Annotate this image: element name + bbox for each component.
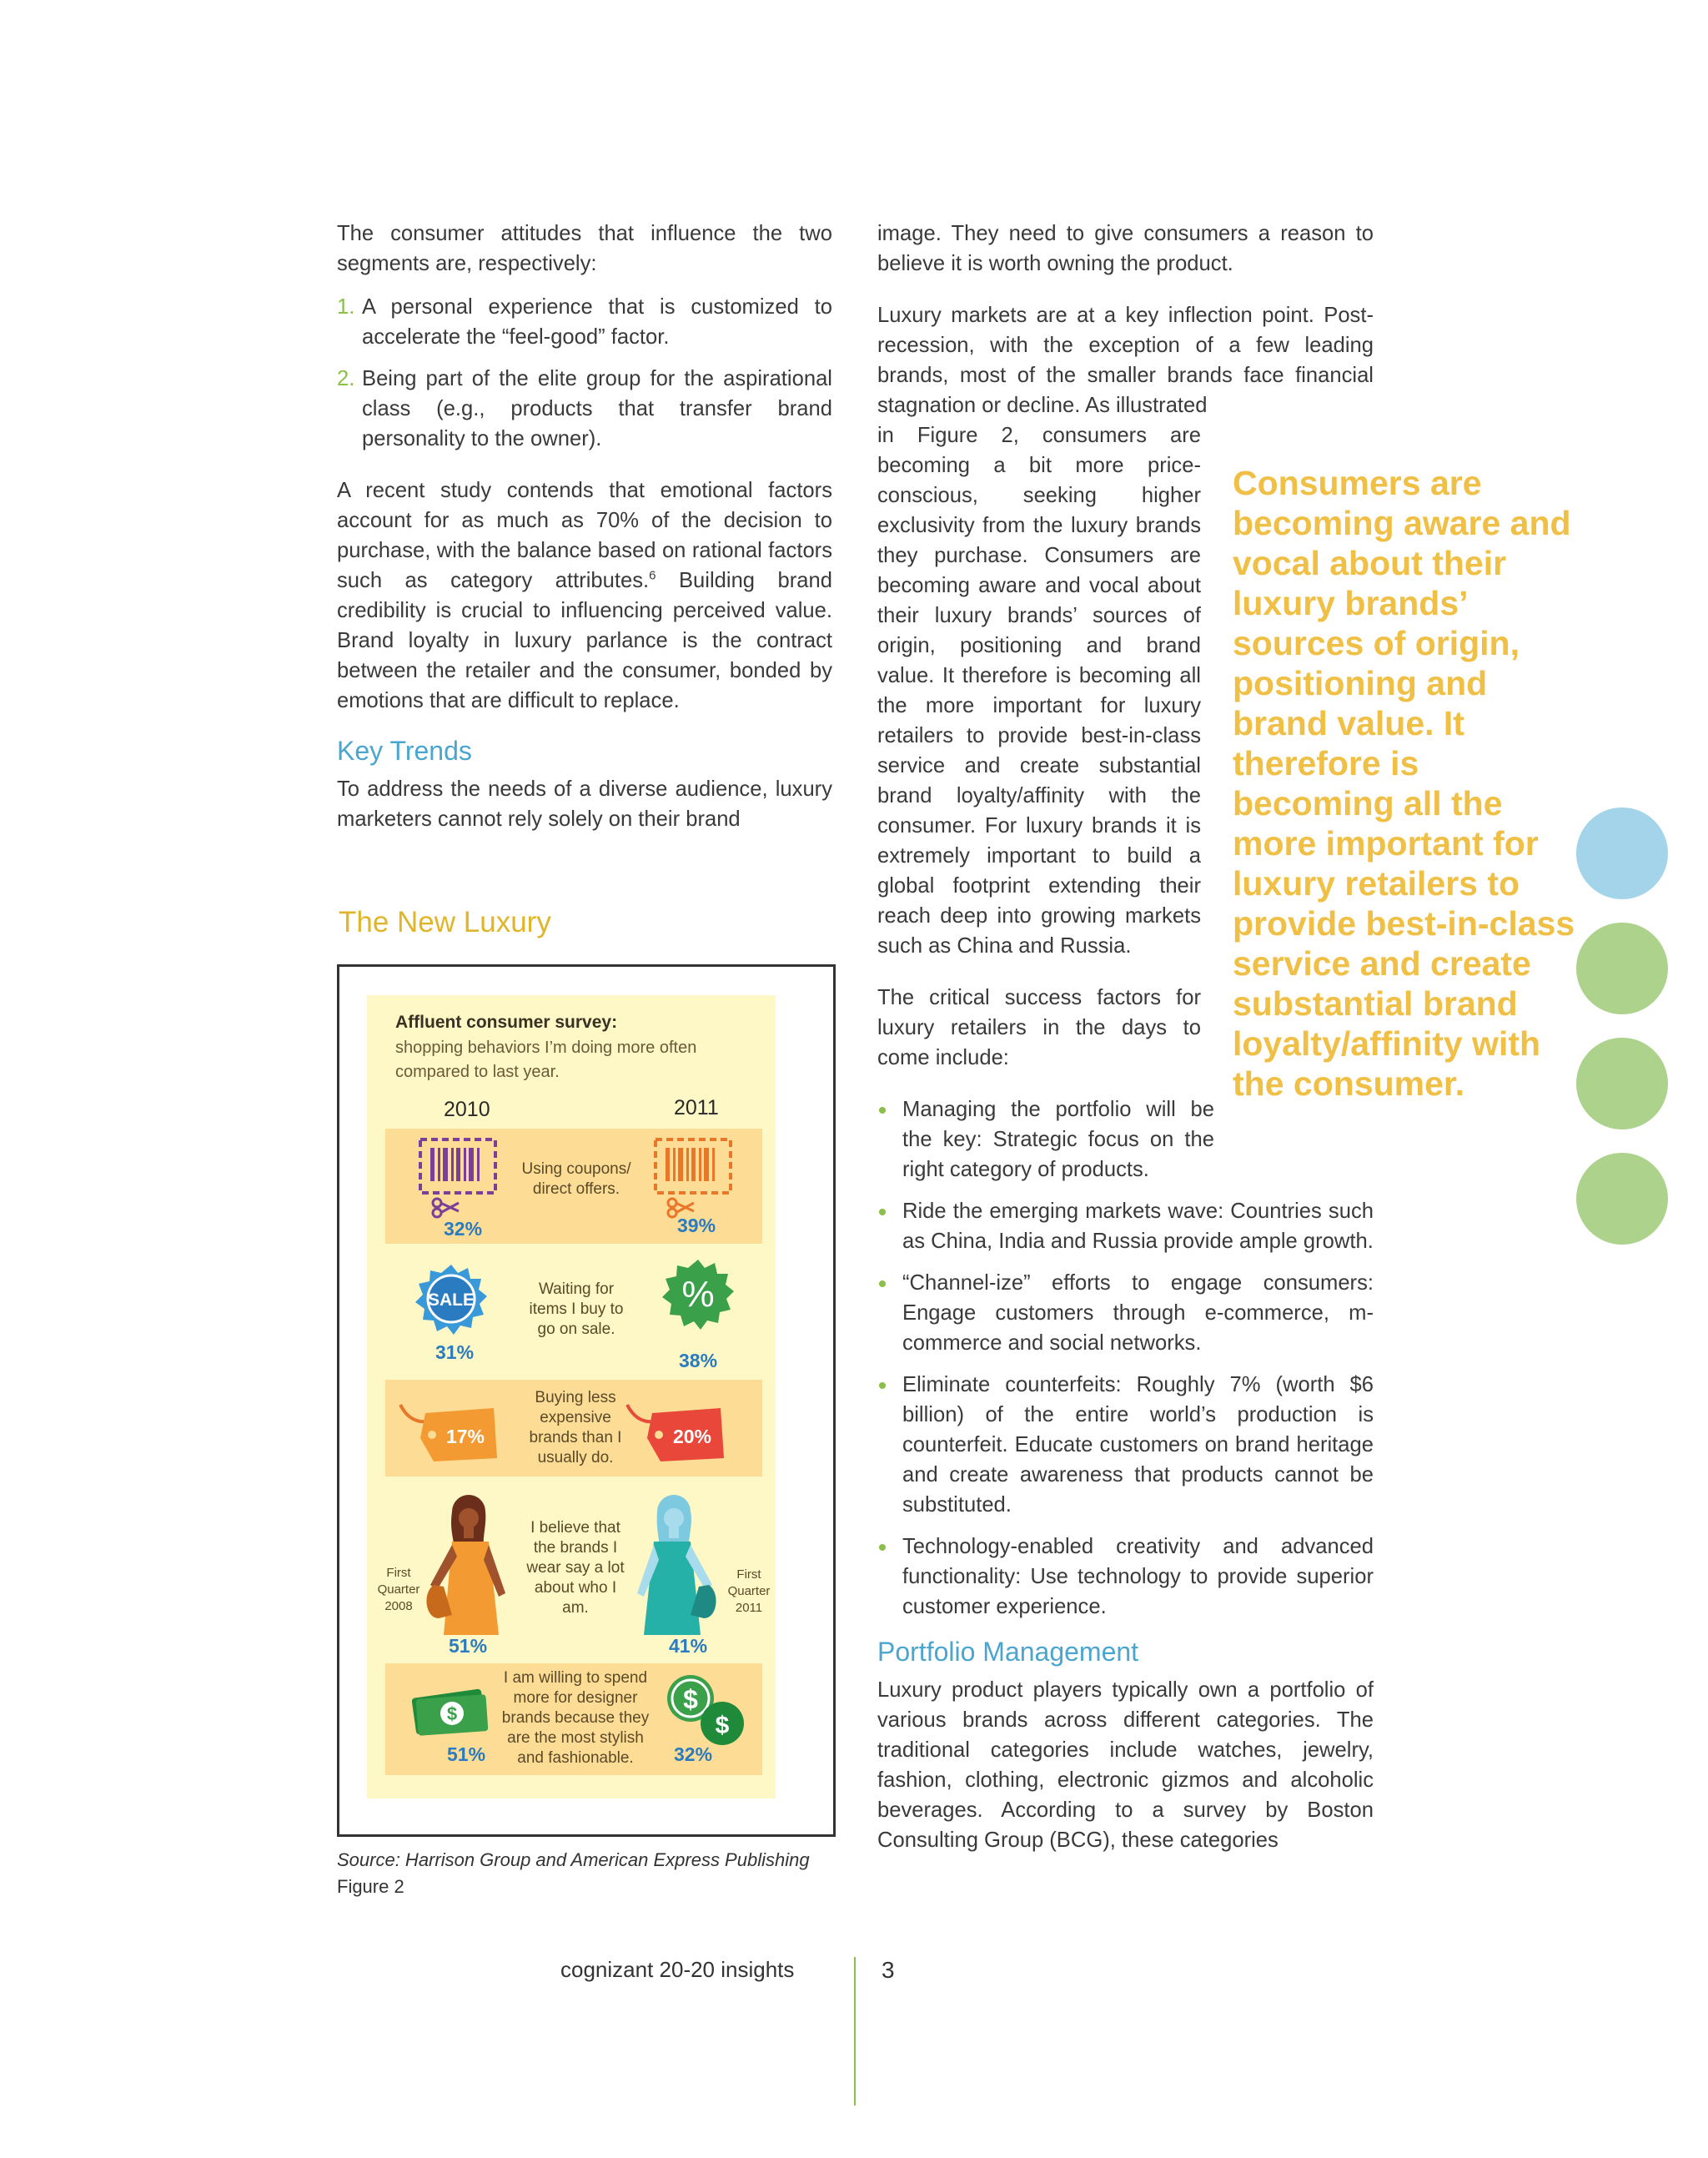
list-item-text: A personal experience that is customized to accelerate the “feel-good” factor. (362, 295, 832, 349)
list-item-text: Being part of the elite group for the aspirational class (e.g., products that transfer brand personality to the owner). (362, 367, 832, 450)
svg-text:$: $ (446, 1703, 458, 1724)
body-paragraph: Luxury product players typically own a portfolio of various brands across different categories. The traditional categories include watches, jewelry, fashion, clothing, electronic gizmos and alcoholic beverages. According to a survey by Boston Consulting Group (BCG), these categories (877, 1678, 1374, 1852)
percent-value: 38% (679, 1350, 718, 1371)
coupon-barcode-icon (417, 1136, 500, 1220)
bullet-list (877, 1094, 1374, 1622)
list-item: Eliminate counterfeits: Roughly 7% (worth $6 billion) of the entire world’s production is counterfeit. Educate customers on brand heritage and create awareness that products cannot be substituted. (877, 1370, 1374, 1520)
list-item (337, 292, 832, 352)
figure-label: Figure 2 (337, 1876, 404, 1897)
svg-text:%: % (681, 1274, 715, 1315)
list-item: Managing the portfolio will be the key: Strategic focus on the right category of products. (877, 1094, 1214, 1185)
money-bills-icon (409, 1682, 492, 1740)
svg-text:$: $ (683, 1684, 698, 1714)
infographic-row-label: Using coupons/ direct offers. (521, 1160, 631, 1198)
svg-text:17%: 17% (445, 1426, 485, 1447)
infographic-row-label: Buying less expensive brands than I usually do. (529, 1389, 622, 1466)
numbered-list (337, 292, 832, 454)
footer-divider (854, 1957, 856, 2105)
year-label: 2010 (444, 1098, 490, 1121)
bullet-icon (879, 1280, 886, 1287)
decorative-circle-blue (1576, 807, 1668, 899)
body-paragraph: To address the needs of a diverse audience, luxury marketers cannot rely solely on their brand (337, 777, 832, 831)
pull-quote: Consumers are becoming aware and vocal about their luxury brands’ sources of origin, positioning and brand value. It therefore is becoming all the more important for luxury retailers to provide best-in-class service and create substantial brand loyalty/affinity with the consumer. (1233, 464, 1575, 1103)
sale-badge-icon (415, 1263, 487, 1335)
footnote-marker: 6 (649, 568, 656, 583)
list-number: 2. (337, 367, 355, 390)
discount-badge-icon (662, 1258, 734, 1330)
percent-value: 41% (669, 1635, 708, 1657)
left-column (337, 219, 832, 834)
decorative-circle-green (1576, 923, 1668, 1014)
bullet-icon (879, 1382, 886, 1389)
body-paragraph: The consumer attitudes that influence the two segments are, respectively: (337, 222, 832, 275)
bullet-icon (879, 1209, 886, 1215)
section-heading-key-trends: Key Trends (337, 736, 472, 766)
infographic-title: Affluent consumer survey: (395, 1013, 618, 1032)
section-heading-portfolio: Portfolio Management (877, 1637, 1139, 1667)
svg-text:20%: 20% (672, 1426, 712, 1447)
svg-text:SALE: SALE (427, 1290, 475, 1310)
figure-source: Source: Harrison Group and American Express Publishing (337, 1849, 810, 1870)
percent-value: 32% (674, 1743, 713, 1765)
period-label: First Quarter 2008 (377, 1566, 420, 1613)
infographic-row-label: I am willing to spend more for designer brands because they are the most stylish and fashionable. (501, 1669, 650, 1767)
bullet-icon (879, 1107, 886, 1114)
list-item: Technology-enabled creativity and advanced functionality: Use technology to provide superior customer experience. (877, 1532, 1374, 1622)
decorative-circle-green (1576, 1153, 1668, 1245)
infographic-row-label: I believe that the brands I wear say a lot about who I am. (526, 1519, 625, 1617)
figure-heading: The New Luxury (339, 906, 551, 938)
body-paragraph: The critical success factors for luxury retailers in the days to come include: (877, 986, 1201, 1069)
decorative-circle-green (1576, 1038, 1668, 1129)
page-number: 3 (882, 1957, 895, 1983)
percent-value: 32% (444, 1218, 483, 1240)
percent-value: 51% (449, 1635, 488, 1657)
infographic-subtitle: shopping behaviors I’m doing more often compared to last year. (395, 1039, 697, 1081)
footer-brand: cognizant 20-20 insights (560, 1957, 795, 1982)
list-item: “Channel-ize” efforts to engage consumers: Engage customers through e-commerce, m-commerce and social networks. (877, 1268, 1374, 1358)
list-item (337, 364, 832, 454)
body-paragraph: image. They need to give consumers a reason to believe it is worth owning the product. (877, 222, 1374, 275)
percent-value: 31% (435, 1341, 475, 1363)
body-paragraph: A recent study contends that emotional factors account for as much as 70% of the decision to purchase, with the balance based on rational factors such as category attributes.$^6$ Building brand credibility is crucial to influencing perceived value. Brand loyalty in luxury parlance is the contract between the retailer and the consumer, bonded by emotions that are difficult to replace. (337, 479, 832, 712)
list-item: Ride the emerging markets wave: Countries such as China, India and Russia provide ample growth. (877, 1196, 1374, 1256)
body-paragraph: in Figure 2, consumers are becoming a bit more price-conscious, seeking higher exclusivity from the luxury brands they purchase. Consumers are becoming aware and vocal about their luxury brands’ sources of origin, positioning and brand value. It therefore is becoming all the more important for luxury retailers to provide best-in-class service and create substantial brand loyalty/affinity with the consumer. For luxury brands it is extremely important to build a global footprint extending their reach deep into growing markets such as China and Russia. (877, 424, 1201, 958)
percent-value: 39% (677, 1215, 716, 1236)
list-number: 1. (337, 295, 355, 319)
price-tag-icon (622, 1393, 731, 1468)
body-paragraph: Luxury markets are at a key inflection point. Post-recession, with the exception of a few leading brands, most of the smaller brands face financial stagnation or decline. As illustrated (877, 304, 1374, 417)
year-label: 2011 (674, 1096, 719, 1119)
woman-figure-icon (419, 1493, 510, 1643)
figure-caption (337, 1847, 810, 1900)
infographic-row-label: Waiting for items I buy to go on sale. (529, 1280, 624, 1338)
bullet-icon (879, 1544, 886, 1551)
coupon-barcode-icon (652, 1136, 736, 1220)
period-label: First Quarter 2011 (727, 1567, 771, 1615)
woman-figure-icon (632, 1493, 724, 1643)
svg-text:$: $ (715, 1712, 730, 1739)
dollar-coins-icon (664, 1670, 747, 1753)
price-tag-icon (395, 1393, 504, 1468)
percent-value: 51% (447, 1743, 486, 1765)
